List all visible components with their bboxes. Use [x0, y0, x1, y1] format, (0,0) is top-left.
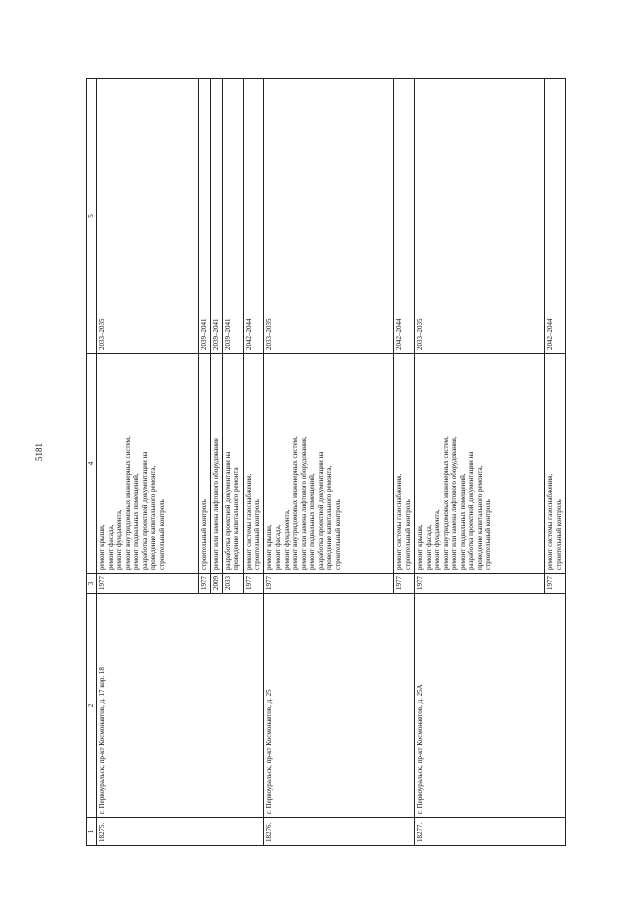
- header-col-4: 4: [87, 354, 97, 574]
- row-number: 18276.: [264, 818, 415, 846]
- row-address: г. Первоуральск, пр-кт Космонавтов, д. 17 кор. 18: [97, 594, 264, 818]
- work-item: проведение капитального ремонта,: [325, 465, 334, 570]
- row-period: 2042–2044: [243, 79, 264, 354]
- work-item: ремонт системы газоснабжения,: [395, 473, 404, 570]
- row-work-list: [415, 354, 545, 574]
- row-work-list: [222, 354, 243, 574]
- header-col-1: 1: [87, 818, 97, 846]
- header-col-2: 2: [87, 594, 97, 818]
- work-item: проведение капитального ремонта,: [149, 465, 158, 570]
- work-item: строительный контроль: [157, 499, 166, 570]
- work-item: ремонт системы газоснабжения,: [244, 473, 253, 570]
- work-item: ремонт подвальных помещений,: [132, 473, 141, 570]
- work-item: ремонт фундамента,: [433, 509, 442, 570]
- row-work-list: [243, 354, 264, 574]
- table-row: [415, 79, 545, 846]
- row-address: г. Первоуральск, пр-кт Космонавтов, д. 25А: [415, 594, 566, 818]
- row-period: 2039–2041: [198, 79, 210, 354]
- row-address: г. Первоуральск, пр-кт Космонавтов, д. 25: [264, 594, 415, 818]
- row-work-list: [210, 354, 222, 574]
- row-number: 18275.: [97, 818, 264, 846]
- row-period: 2033–2035: [415, 79, 545, 354]
- work-item: разработка проектной документации на: [223, 451, 232, 570]
- work-item: ремонт внутридомовых инженерных систем,: [291, 436, 300, 570]
- work-item: ремонт внутридомовых инженерных систем,: [441, 436, 450, 570]
- work-item: ремонт подвальных помещений,: [458, 473, 467, 570]
- row-work-list: [545, 354, 566, 574]
- work-item: ремонт или замена лифтового оборудования,: [299, 436, 308, 570]
- row-work-list: [198, 354, 210, 574]
- table-row: [97, 79, 199, 846]
- work-item: ремонт фундамента,: [282, 509, 291, 570]
- row-year: 2009: [210, 574, 222, 594]
- work-item: разработка проектной документации на: [140, 451, 149, 570]
- header-row: [87, 79, 97, 846]
- rotated-table-wrapper: [86, 79, 566, 846]
- work-item: ремонт крыши,: [265, 524, 274, 570]
- work-item: ремонт крыши,: [416, 524, 425, 570]
- row-year: 1977: [545, 574, 566, 594]
- work-item: ремонт внутридомовых инженерных систем,: [123, 436, 132, 570]
- work-item: строительный контроль: [333, 499, 342, 570]
- row-number: 18277.: [415, 818, 566, 846]
- repair-schedule-table: [86, 78, 566, 846]
- row-year: 1977: [394, 574, 415, 594]
- table-row: [264, 79, 394, 846]
- page-number: 5181: [34, 443, 44, 461]
- row-period: 2033–2035: [264, 79, 394, 354]
- work-item: ремонт фасада,: [106, 524, 115, 570]
- row-period: 2039–2041: [210, 79, 222, 354]
- work-item: ремонт фасада,: [273, 524, 282, 570]
- work-item: проведение капитального ремонта: [232, 467, 241, 570]
- work-item: ремонт или замена лифтового оборудования,: [450, 436, 459, 570]
- work-item: строительный контроль: [403, 499, 412, 570]
- work-item: ремонт фасада,: [424, 524, 433, 570]
- work-item: ремонт системы газоснабжения,: [546, 473, 555, 570]
- work-item: строительный контроль: [199, 499, 208, 570]
- row-year: 1977: [264, 574, 394, 594]
- row-year: 1977: [415, 574, 545, 594]
- row-period: 2042–2044: [394, 79, 415, 354]
- row-work-list: [394, 354, 415, 574]
- work-item: разработка проектной документации на: [467, 451, 476, 570]
- work-item: строительный контроль: [484, 499, 493, 570]
- row-year: 1977: [198, 574, 210, 594]
- work-item: строительный контроль: [554, 499, 563, 570]
- work-item: ремонт фундамента,: [115, 509, 124, 570]
- row-period: 2033–2035: [97, 79, 199, 354]
- row-work-list: [97, 354, 199, 574]
- row-year: 1977: [97, 574, 199, 594]
- work-item: проведение капитального ремонта,: [475, 465, 484, 570]
- work-item: ремонт подвальных помещений,: [308, 473, 317, 570]
- header-col-3: 3: [87, 574, 97, 594]
- work-item: разработка проектной документации на: [316, 451, 325, 570]
- work-item: ремонт крыши,: [98, 524, 106, 570]
- work-item: строительный контроль: [253, 499, 262, 570]
- header-col-5: 5: [87, 79, 97, 354]
- row-year: 2033: [222, 574, 243, 594]
- work-item: ремонт или замена лифтового оборудования: [211, 438, 220, 570]
- row-year: 1977: [243, 574, 264, 594]
- row-period: 2039–2041: [222, 79, 243, 354]
- row-period: 2042–2044: [545, 79, 566, 354]
- row-work-list: [264, 354, 394, 574]
